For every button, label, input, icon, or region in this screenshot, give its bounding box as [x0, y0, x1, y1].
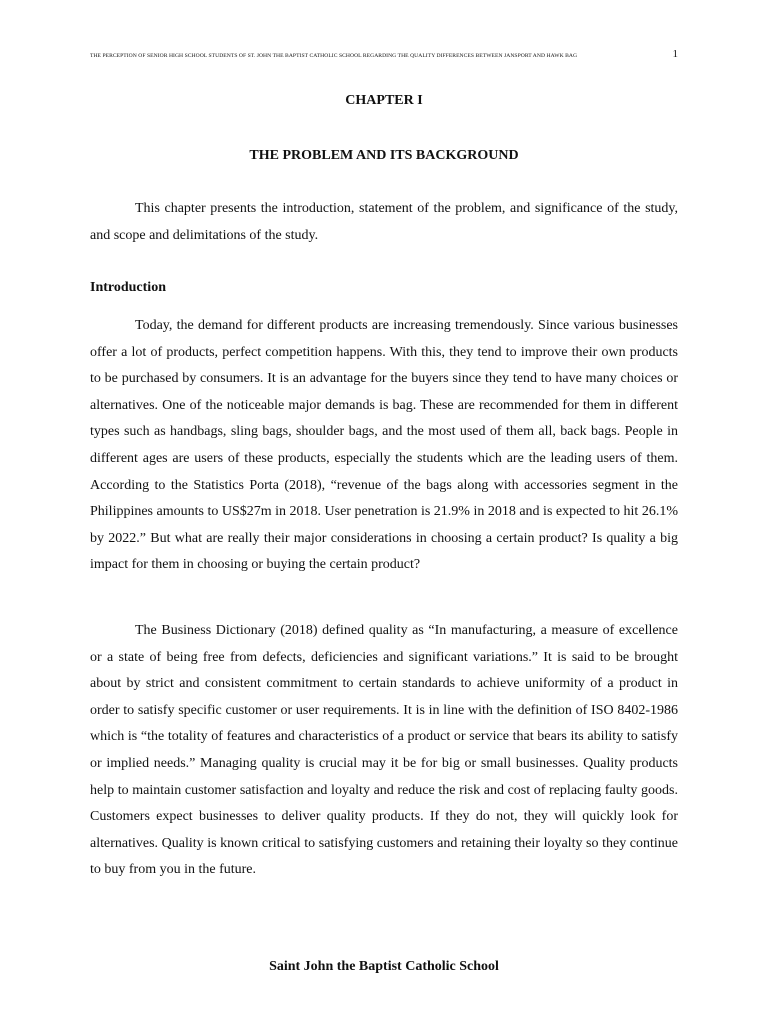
introduction-paragraph-2-block — [90, 618, 678, 884]
running-header — [90, 47, 678, 63]
chapter-title: THE PROBLEM AND ITS BACKGROUND — [249, 148, 519, 163]
chapter-label: CHAPTER I — [345, 93, 423, 108]
chapter-intro-block — [90, 196, 678, 249]
footer-school-name: Saint John the Baptist Catholic School — [269, 959, 499, 974]
introduction-paragraph-2: The Business Dictionary (2018) defined quality as “In manufacturing, a measure of excellence or a state of being free from defects, deficiencies and significant variations.” It is said to be brought about by strict and consistent commitment to certain standards to achieve uniformity of a product in order to satisfy specific customer or user requirements. It is in line with the definition of ISO 8402-1986 which is “the totality of features and characteristics of a product or service that bears its ability to satisfy or implied needs.” Managing quality is crucial may it be for big or small businesses. Quality products help to maintain customer satisfaction and loyalty and reduce the risk and cost of replacing faulty goods. Customers expect businesses to deliver quality products. If they do not, they will quickly look for alternatives. Quality is known critical to satisfying customers and retaining their loyalty so they continue to buy from you in the future. — [90, 623, 678, 878]
running-header-title: THE PERCEPTION OF SENIOR HIGH SCHOOL STUDENTS OF ST. JOHN THE BAPTIST CATHOLIC SCHOOL REGARDING THE QUALITY DIFFERENCES BETWEEN JANSPORT AND HAWK BAG — [90, 53, 578, 59]
introduction-paragraph-1-block — [90, 313, 678, 579]
introduction-paragraph-1: Today, the demand for different products are increasing tremendously. Since various businesses offer a lot of products, perfect competition happens. With this, they tend to improve their own products to be purchased by consumers. It is an advantage for the buyers since they tend to have many choices or alternatives. One of the noticeable major demands is bag. These are recommended for them in different types such as handbags, sling bags, shoulder bags, and the most used of them all, back bags. People in different ages are users of these products, especially the students which are the leading users of them. According to the Statistics Porta (2018), “revenue of the bags along with accessories segment in the Philippines amounts to US$27m in 2018. User penetration is 21.9% in 2018 and is expected to hit 26.1% by 2022.” But what are really their major considerations in choosing a certain product? Is quality a big impact for them in choosing or buying the certain product? — [90, 318, 678, 573]
chapter-intro-paragraph: This chapter presents the introduction, statement of the problem, and significance of the study, and scope and delimitations of the study. — [90, 201, 678, 243]
page-number: 1 — [672, 48, 678, 60]
section-heading-introduction: Introduction — [90, 280, 166, 295]
